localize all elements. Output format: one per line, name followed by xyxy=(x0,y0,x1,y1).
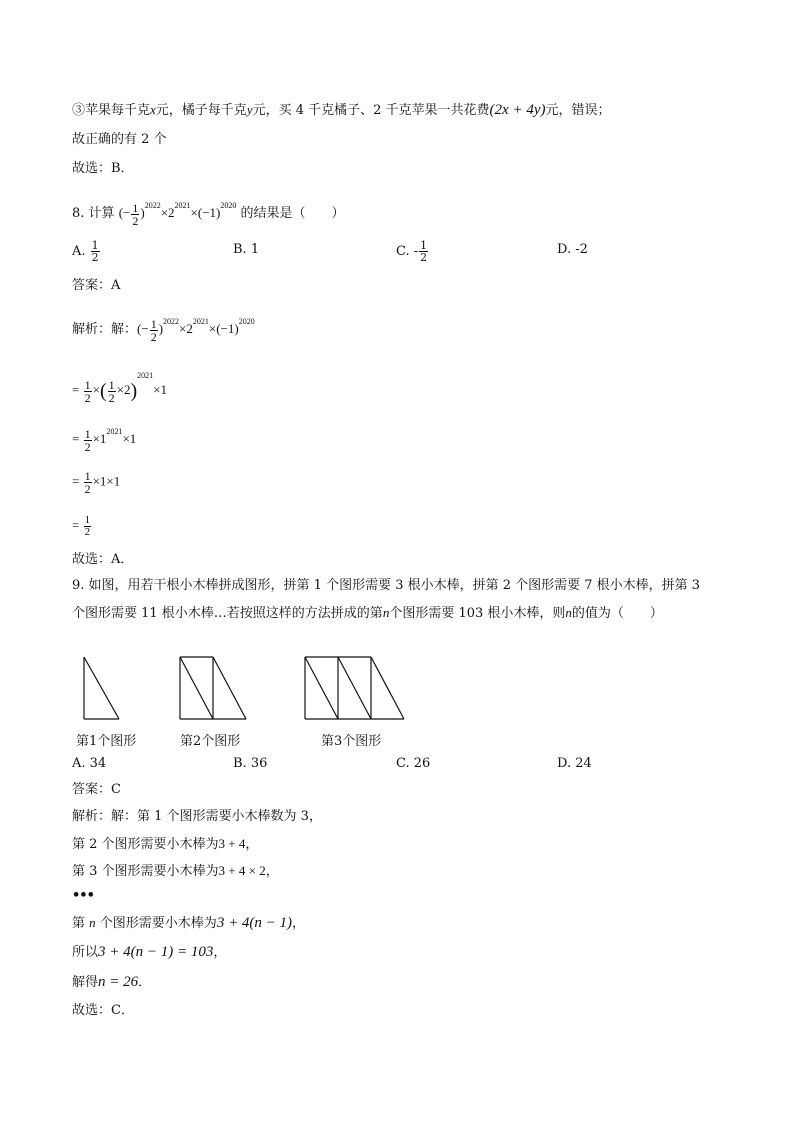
q9-analysis-6: 解得n = 26． xyxy=(72,974,152,990)
text: 元，买 4 千克橘子、2 千克苹果一共花费 xyxy=(252,103,490,118)
var-n: n xyxy=(89,915,96,930)
expression: (2x + 4y) xyxy=(489,102,546,118)
q9-stem-line1: 9. 如图，用若干根小木棒拼成图形，拼第 1 个图形需要 3 根小木棒，拼第 2 个图形需要 7 根小木棒，拼第 3 xyxy=(72,578,701,593)
text: 个图形需要 103 根小木棒，则 xyxy=(389,606,566,621)
q8-conclusion: 故选：A． xyxy=(72,552,134,567)
text: 元，橘子每千克 xyxy=(155,103,247,118)
q9-analysis-1: 解析：解：第 1 个图形需要小木棒数为 3， xyxy=(72,809,322,824)
q9-analysis-2: 第 2 个图形需要小木棒为3 + 4， xyxy=(72,836,259,852)
text: 所以 xyxy=(72,945,99,960)
text: 第 3 个图形需要小木棒为 xyxy=(72,864,219,879)
text: 解析：解： xyxy=(72,322,138,337)
q9-option-b: B. 36 xyxy=(233,756,268,771)
figure-3-label: 第3个图形 xyxy=(321,734,382,749)
text: 第 2 个图形需要小木棒为 xyxy=(72,837,219,852)
expression: 3 + 4(n − 1) = 103 xyxy=(98,944,214,960)
q9-answer: 答案：C xyxy=(72,782,121,797)
q9-conclusion: 故选：C． xyxy=(72,1003,134,1018)
text: ③苹果每千克 xyxy=(72,103,151,118)
expression: n = 26 xyxy=(98,974,139,990)
figure-2-label: 第2个图形 xyxy=(180,734,241,749)
text: 元，错误； xyxy=(545,103,611,118)
expression: 3 + 4 × 2 xyxy=(218,863,266,878)
q9-analysis-3: 第 3 个图形需要小木棒为3 + 4 × 2， xyxy=(72,863,279,879)
q9-option-a: A. 34 xyxy=(72,756,107,771)
q8-option-c: C. - $\frac{1}{2}$ xyxy=(396,239,428,264)
q9-analysis-4: 第 n 个图形需要小木棒为3 + 4(n − 1)， xyxy=(72,915,306,931)
q8-expression: (− $\frac{1}{2}$ )$^{2022}\times 2^{2021}\times(-1)^{2020}$ xyxy=(118,200,237,228)
q9-option-d: D. 24 xyxy=(557,756,592,771)
text: 解得 xyxy=(72,975,99,990)
var-y: y xyxy=(246,102,253,117)
figure-1-label: 第1个图形 xyxy=(76,734,137,749)
text: 第 xyxy=(72,916,86,931)
figure-1 xyxy=(84,657,119,719)
expression: 3 + 4(n − 1) xyxy=(216,915,293,931)
q8-step-2: = $\frac{1}{2}$ $\times 1^{2021}\times 1$ xyxy=(72,426,137,454)
expression: 3 + 4 xyxy=(218,836,246,851)
var-n: n xyxy=(382,605,390,620)
var-n: n xyxy=(565,605,572,620)
choice-line: 故选：B． xyxy=(72,161,134,176)
q9-analysis-5: 所以3 + 4(n − 1) = 103， xyxy=(72,944,227,960)
text: 的值为（ ） xyxy=(571,606,663,621)
figure-3 xyxy=(305,657,404,719)
ellipsis: ••• xyxy=(72,888,94,903)
var-x: x xyxy=(150,102,156,117)
q8-option-b: B. 1 xyxy=(233,242,260,257)
q8-option-a: A. $\frac{1}{2}$ xyxy=(72,239,99,264)
q9-option-c: C. 26 xyxy=(396,756,431,771)
text: 的结果是（ ） xyxy=(240,206,345,221)
q8-step-3: = $\frac{1}{2}$ ×1×1 xyxy=(72,469,121,496)
text: 个图形需要 11 根小木棒…若按照这样的方法拼成的第 xyxy=(72,606,383,621)
text: 8. 计算 xyxy=(72,206,115,221)
q8-step-1: = $\frac{1}{2}$ ×( $\frac{1}{2}$ ×2)$^{2021}$×1 xyxy=(72,371,167,405)
text: 个图形需要小木棒为 xyxy=(99,916,217,931)
q8-step-4: = $\frac{1}{2}$ xyxy=(72,514,91,538)
figure-2 xyxy=(180,657,246,719)
count-line: 故正确的有 2 个 xyxy=(72,132,167,147)
q8-option-d: D. -2 xyxy=(557,242,588,257)
q8-step-0: (− $\frac{1}{2}$ )$^{2022}\times 2^{2021}\times(-1)^{2020}$ xyxy=(137,316,255,344)
q8-answer: 答案：A xyxy=(72,278,121,293)
